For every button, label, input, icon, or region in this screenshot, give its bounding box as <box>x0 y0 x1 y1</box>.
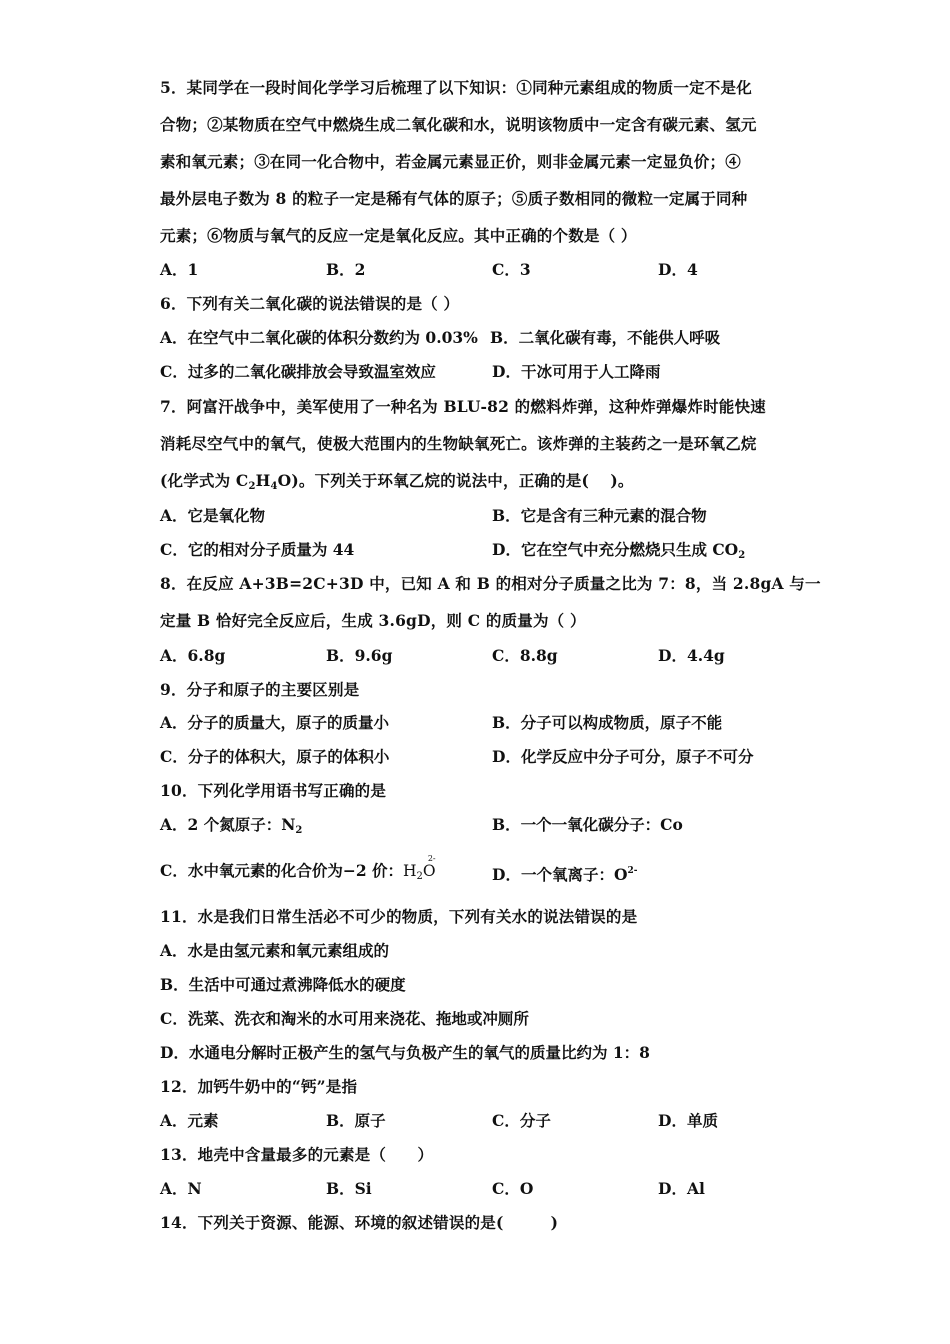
q8-line-2: 定量 B 恰好完全反应后，生成 3.6gD，则 C 的质量为（ ） <box>160 611 586 630</box>
q5-line-5: 元素；⑥物质与氧气的反应一定是氧化反应。其中正确的个数是（ ） <box>160 226 637 245</box>
q9-option-a: A．分子的质量大，原子的质量小 <box>160 713 390 732</box>
q14-stem: 14．下列关于资源、能源、环境的叙述错误的是( ) <box>160 1213 559 1232</box>
q11-option-d: D．水通电分解时正极产生的氢气与负极产生的氧气的质量比约为 1：8 <box>160 1043 650 1062</box>
q8-option-b: B．9.6g <box>326 646 393 665</box>
q8-option-a: A．6.8g <box>160 646 226 665</box>
q13-option-d: D．Al <box>658 1179 705 1198</box>
q6-option-d: D．干冰可用于人工降雨 <box>492 362 661 381</box>
q8-line-1: 8．在反应 A+3B=2C+3D 中，已知 A 和 B 的相对分子质量之比为 7：8，当 2.8gA 与一 <box>160 574 821 593</box>
q5-option-c: C．3 <box>492 260 531 279</box>
q10-option-b: B．一个一氧化碳分子：Co <box>492 815 683 834</box>
q5-option-a: A．1 <box>160 260 199 279</box>
q5-option-b: B．2 <box>326 260 366 279</box>
q13-option-a: A．N <box>160 1179 202 1198</box>
q7-option-c: C．它的相对分子质量为 44 <box>160 540 355 559</box>
water-valence-formula: $H_2O$ 2- <box>403 854 436 882</box>
q6-stem: 6．下列有关二氧化碳的说法错误的是（ ） <box>160 294 460 313</box>
q9-option-d: D．化学反应中分子可分，原子不可分 <box>492 747 754 766</box>
q10-option-a: A．2 个氮原子：$N_2$ <box>160 815 303 836</box>
q13-option-b: B．Si <box>326 1179 372 1198</box>
q5-line-4: 最外层电子数为 8 的粒子一定是稀有气体的原子；⑤质子数相同的微粒一定属于同种 <box>160 189 748 208</box>
q5-line-1: 5．某同学在一段时间化学学习后梳理了以下知识：①同种元素组成的物质一定不是化 <box>160 78 752 97</box>
q7-option-a: A．它是氧化物 <box>160 506 266 525</box>
q7-line-1: 7．阿富汗战争中，美军使用了一种名为 BLU-82 的燃料炸弹，这种炸弹爆炸时能快速 <box>160 397 766 416</box>
q9-stem: 9．分子和原子的主要区别是 <box>160 680 360 699</box>
q11-option-c: C．洗菜、洗衣和淘米的水可用来浇花、拖地或冲厕所 <box>160 1009 529 1028</box>
q10-stem: 10．下列化学用语书写正确的是 <box>160 781 387 800</box>
q8-option-d: D．4.4g <box>658 646 725 665</box>
q6-option-c: C．过多的二氧化碳排放会导致温室效应 <box>160 362 436 381</box>
q8-option-c: C．8.8g <box>492 646 558 665</box>
q12-stem: 12．加钙牛奶中的“钙”是指 <box>160 1077 358 1096</box>
q10-option-d: D．一个氧离子：$O^{2-}$ <box>492 865 638 884</box>
q7-line-2: 消耗尽空气中的氧气，使极大范围内的生物缺氧死亡。该炸弹的主装药之一是环氧乙烷 <box>160 434 757 453</box>
q6-option-b: B．二氧化碳有毒，不能供人呼吸 <box>490 328 721 347</box>
q10-option-c: C．水中氧元素的化合价为−2 价：$H_2O$ 2- <box>160 861 436 887</box>
q6-option-a: A．在空气中二氧化碳的体积分数约为 0.03% <box>160 328 478 347</box>
q13-option-c: C．O <box>492 1179 534 1198</box>
q9-option-c: C．分子的体积大，原子的体积小 <box>160 747 390 766</box>
q5-option-d: D．4 <box>658 260 698 279</box>
q12-option-a: A．元素 <box>160 1111 219 1130</box>
q11-stem: 11．水是我们日常生活必不可少的物质，下列有关水的说法错误的是 <box>160 907 638 926</box>
q13-stem: 13．地壳中含量最多的元素是（ ） <box>160 1145 434 1164</box>
q7-option-d: D．它在空气中充分燃烧只生成 $CO_2$ <box>492 540 746 561</box>
q12-option-c: C．分子 <box>492 1111 551 1130</box>
q9-option-b: B．分子可以构成物质，原子不能 <box>492 713 723 732</box>
q11-option-a: A．水是由氢元素和氧元素组成的 <box>160 941 390 960</box>
q12-option-b: B．原子 <box>326 1111 386 1130</box>
q7-option-b: B．它是含有三种元素的混合物 <box>492 506 707 525</box>
q5-line-2: 合物；②某物质在空气中燃烧生成二氧化碳和水，说明该物质中一定含有碳元素、氢元 <box>160 115 757 134</box>
q5-line-3: 素和氧元素；③在同一化合物中，若金属元素显正价，则非金属元素一定显负价；④ <box>160 152 741 171</box>
q12-option-d: D．单质 <box>658 1111 718 1130</box>
q7-line-3: (化学式为 $C_2H_4O$)。下列关于环氧乙烷的说法中，正确的是( )。 <box>160 471 634 492</box>
q11-option-b: B．生活中可通过煮沸降低水的硬度 <box>160 975 406 994</box>
